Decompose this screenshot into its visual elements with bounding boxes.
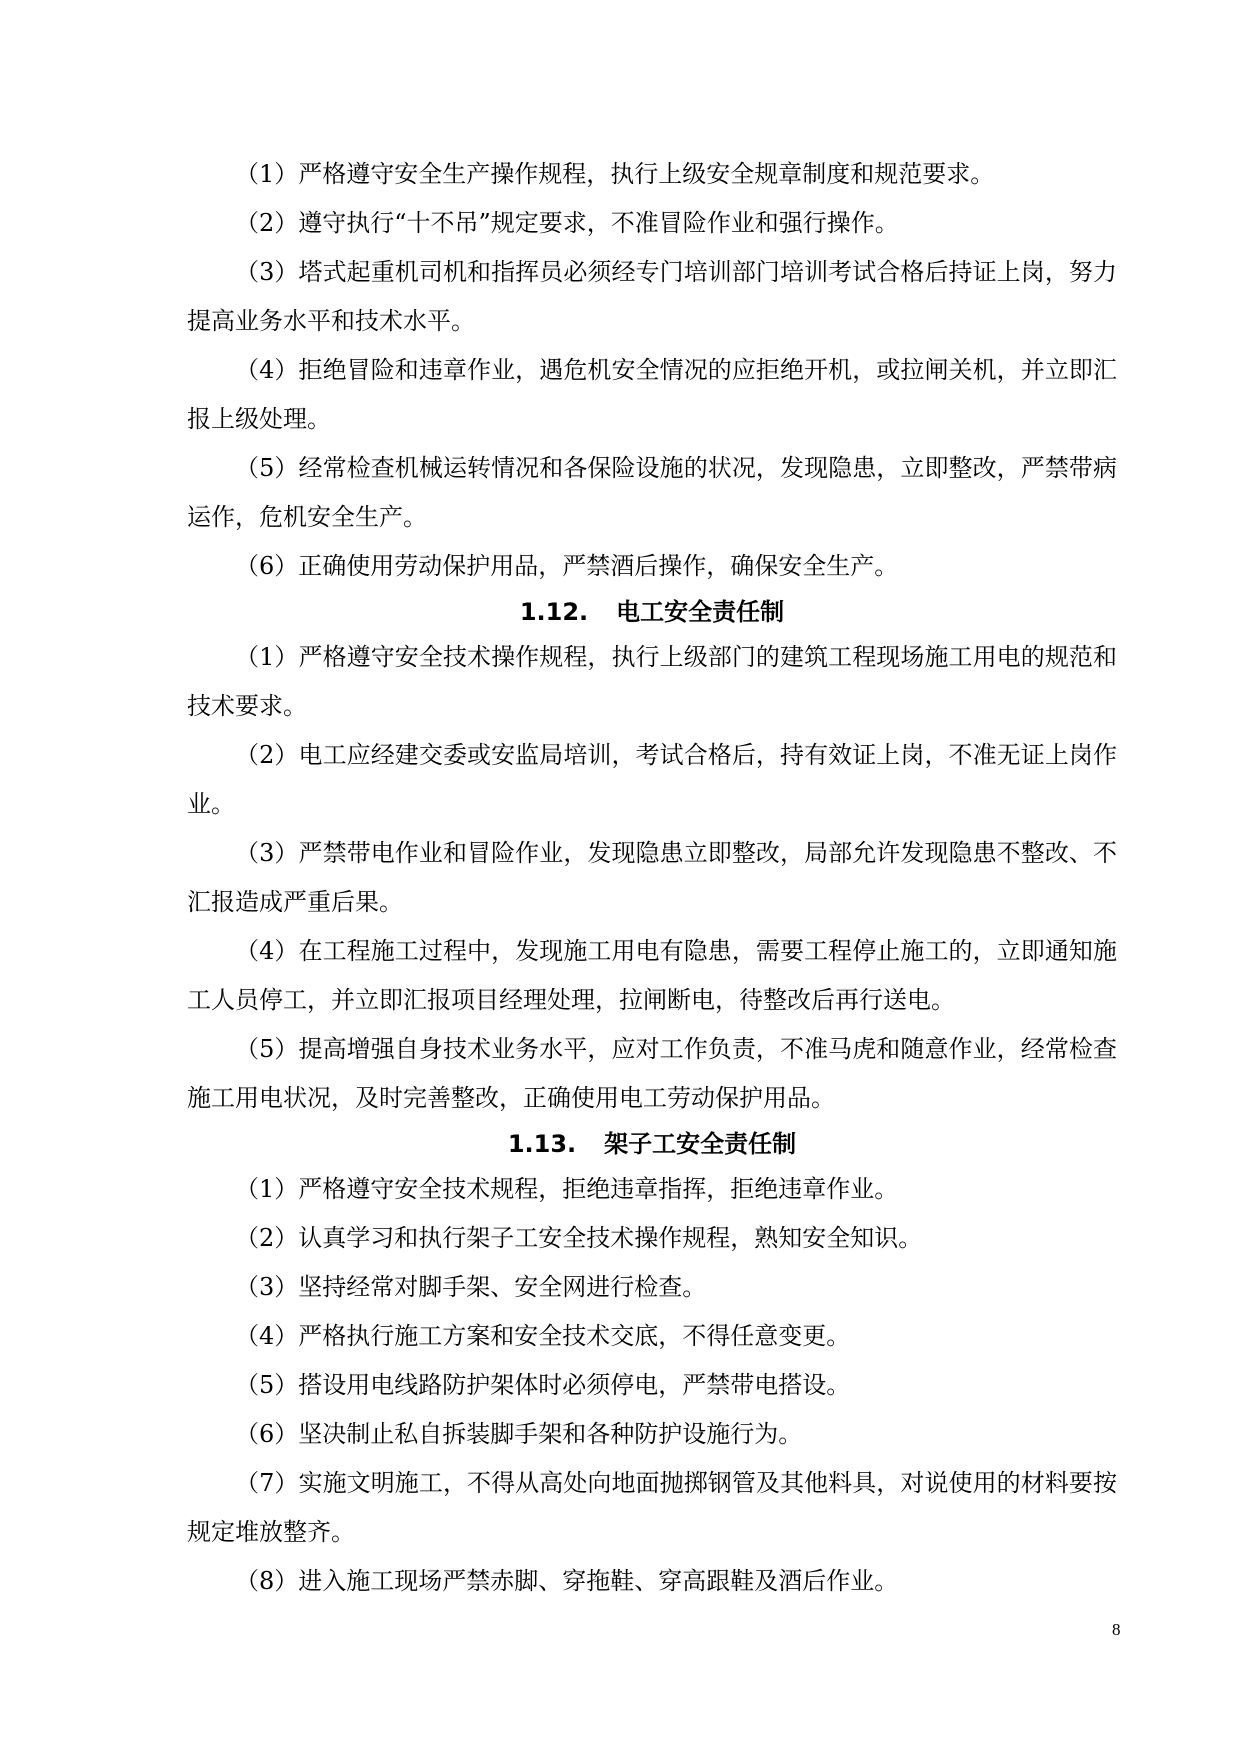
paragraph: （4）严格执行施工方案和安全技术交底，不得任意变更。: [235, 1322, 851, 1350]
paragraph: （5）搭设用电线路防护架体时必须停电，严禁带电搭设。: [235, 1371, 851, 1399]
paragraph: （2）认真学习和执行架子工安全技术操作规程，熟知安全知识。: [235, 1224, 923, 1252]
section-scaffolder: [187, 1123, 1117, 1606]
section-number: 1.13.: [507, 1130, 577, 1158]
section-title: 架子工安全责任制: [604, 1130, 797, 1158]
document-page: [187, 150, 1117, 1606]
paragraph: （1）严格遵守安全技术操作规程，执行上级部门的建筑工程现场施工用电的规范和技术要求。: [187, 643, 1117, 720]
section-number: 1.12.: [519, 598, 589, 626]
paragraph: （2）电工应经建交委或安监局培训，考试合格后，持有效证上岗，不准无证上岗作业。: [187, 741, 1117, 818]
paragraph: （4）在工程施工过程中，发现施工用电有隐患，需要工程停止施工的，立即通知施工人员停工，并立即汇报项目经理处理，拉闸断电，待整改后再行送电。: [187, 937, 1117, 1014]
section-tower-crane: [187, 150, 1117, 591]
paragraph: （1）严格遵守安全生产操作规程，执行上级安全规章制度和规范要求。: [235, 160, 995, 188]
paragraph: （7）实施文明施工，不得从高处向地面抛掷钢管及其他料具，对说使用的材料要按规定堆放整齐。: [187, 1469, 1117, 1546]
page-number: 8: [1112, 1620, 1121, 1639]
paragraph: （6）坚决制止私自拆装脚手架和各种防护设施行为。: [235, 1420, 803, 1448]
paragraph: （8）进入施工现场严禁赤脚、穿拖鞋、穿高跟鞋及酒后作业。: [235, 1567, 899, 1595]
paragraph: （2）遵守执行“十不吊”规定要求，不准冒险作业和强行操作。: [235, 209, 899, 237]
section-title: 电工安全责任制: [616, 598, 785, 626]
paragraph: （1）严格遵守安全技术规程，拒绝违章指挥，拒绝违章作业。: [235, 1175, 899, 1203]
section-heading: [187, 1123, 1117, 1165]
paragraph: （6）正确使用劳动保护用品，严禁酒后操作，确保安全生产。: [235, 552, 899, 580]
paragraph: （3）塔式起重机司机和指挥员必须经专门培训部门培训考试合格后持证上岗，努力提高业务水平和技术水平。: [187, 258, 1117, 335]
paragraph: （5）经常检查机械运转情况和各保险设施的状况，发现隐患，立即整改，严禁带病运作，危机安全生产。: [187, 454, 1117, 531]
section-heading: [187, 591, 1117, 633]
paragraph: （3）严禁带电作业和冒险作业，发现隐患立即整改，局部允许发现隐患不整改、不汇报造成严重后果。: [187, 839, 1117, 916]
paragraph: （3）坚持经常对脚手架、安全网进行检查。: [235, 1273, 707, 1301]
paragraph: （4）拒绝冒险和违章作业，遇危机安全情况的应拒绝开机，或拉闸关机，并立即汇报上级处理。: [187, 356, 1117, 433]
section-electrician: [187, 591, 1117, 1123]
paragraph: （5）提高增强自身技术业务水平，应对工作负责，不准马虎和随意作业，经常检查施工用电状况，及时完善整改，正确使用电工劳动保护用品。: [187, 1035, 1117, 1112]
